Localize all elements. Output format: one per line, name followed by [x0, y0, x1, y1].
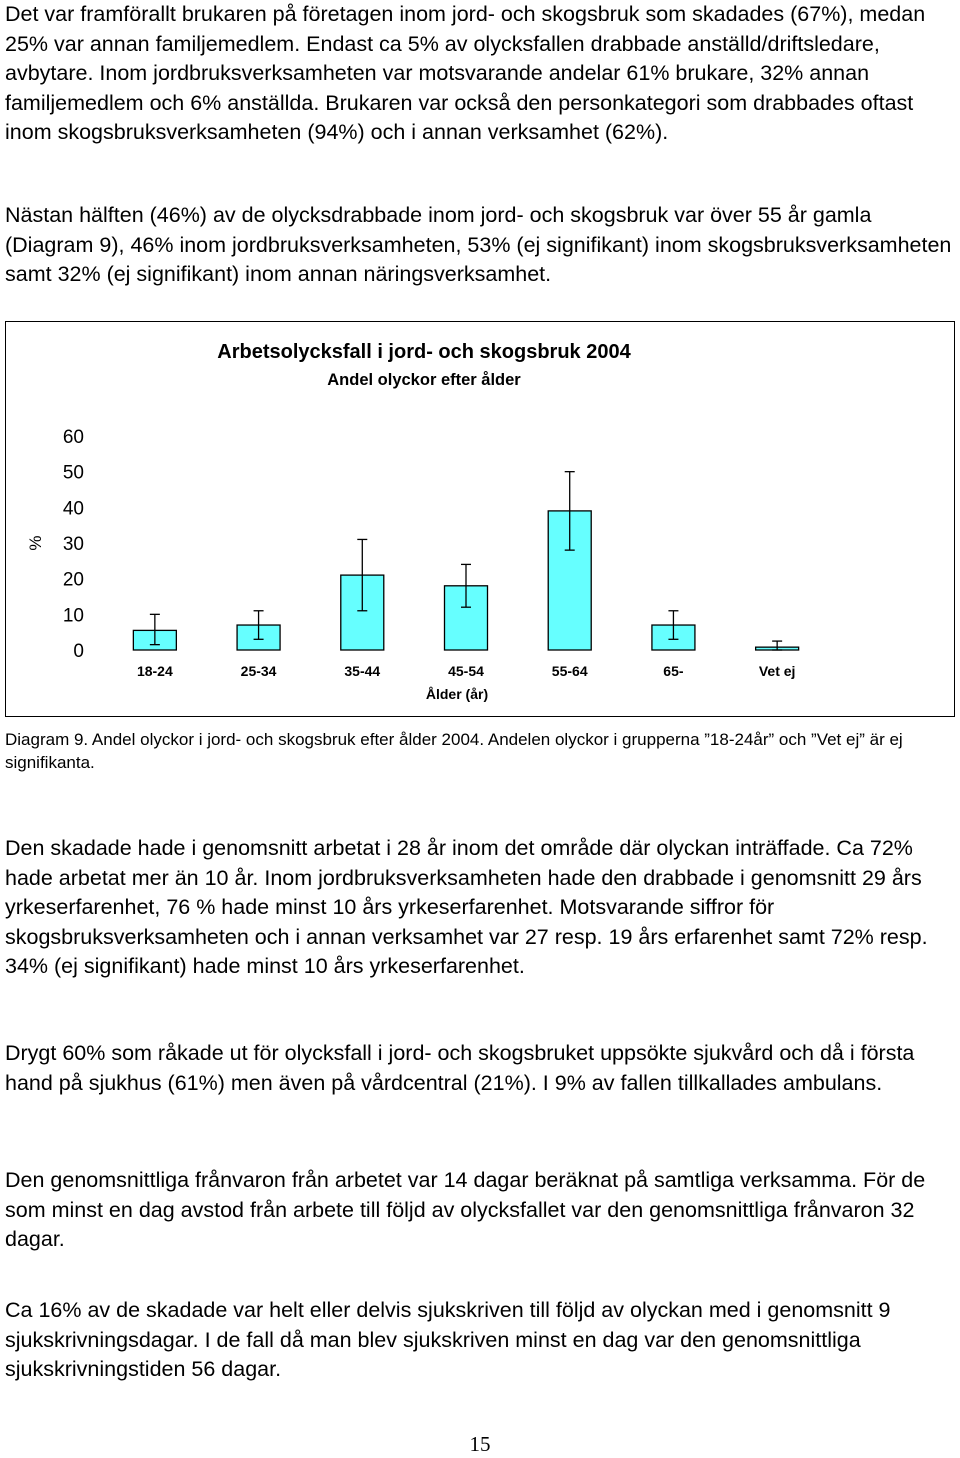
paragraph-sick-leave: Ca 16% av de skadade var helt eller delvis sjukskriven till följd av olyckan med i genomsnitt 9 sjukskrivningsdagar. I de fall då man blev sjukskriven minst en dag var den genomsnittliga sjukskrivningstiden 56 dagar.	[5, 1298, 891, 1381]
y-tick-label: 30	[62, 534, 84, 555]
paragraph-age-distribution: Nästan hälften (46%) av de olycksdrabbade inom jord- och skogsbruk var över 55 år gamla (Diagram 9), 46% inom jordbruksverksamheten, 53% (ej signifikant) inom skogsbruksverksamheten samt 32% (ej signifikant) inom annan näringsverksamhet.	[5, 203, 952, 286]
y-tick-label: 0	[73, 641, 84, 662]
y-tick-labels	[63, 427, 84, 662]
x-tick-label: 45-54	[448, 663, 484, 679]
chart-title: Arbetsolycksfall i jord- och skogsbruk 2004	[217, 341, 631, 363]
x-tick-label: Vet ej	[758, 663, 796, 679]
x-axis-label: Ålder (år)	[425, 686, 489, 702]
figure-caption: Diagram 9. Andel olyckor i jord- och skogsbruk efter ålder 2004. Andelen olyckor i grupperna ”18-24år” och ”Vet ej” är ej signifikanta.	[5, 730, 903, 772]
paragraph-victim-category: Det var framförallt brukaren på företagen inom jord- och skogsbruk som skadades (67%), medan 25% var annan familjemedlem. Endast ca 5% av olycksfallen drabbade anställd/driftsledare, avbytare. Inom jordbruksverksamheten var motsvarande andelar 61% brukare, 32% annan familjemedlem och 6% anställda. Brukaren var också den personkategori som drabbades oftast inom skogsbruksverksamheten (94%) och i annan verksamhet (62%).	[5, 2, 926, 144]
paragraph-absence: Den genomsnittliga frånvaron från arbetet var 14 dagar beräknat på samtliga verksamma. För de som minst en dag avstod från arbete till följd av olycksfallet var den genomsnittliga frånvaron 32 dagar.	[5, 1168, 926, 1251]
x-tick-labels	[137, 663, 795, 679]
bar-chart	[6, 322, 953, 715]
chart-frame	[5, 321, 955, 717]
y-tick-label: 40	[62, 498, 84, 520]
x-tick-label: 25-34	[240, 663, 277, 679]
y-tick-label: 10	[62, 605, 84, 627]
page-number: 15	[469, 1432, 491, 1456]
x-tick-label: 55-64	[551, 663, 588, 679]
x-tick-label: 18-24	[136, 663, 173, 679]
x-tick-label: 35-44	[344, 663, 381, 679]
y-axis-label: %	[26, 535, 45, 551]
paragraph-work-experience: Den skadade hade i genomsnitt arbetat i 28 år inom det område där olyckan inträffade. Ca 72% hade arbetat mer än 10 år. Inom jordbruksverksamheten hade den drabbade i genomsnitt 29 års yrkeserfarenhet, 76 % hade minst 10 års yrkeserfarenhet. Motsvarande siffror för skogsbruksverksamheten och i annan verksamhet var 27 resp. 19 års erfarenhet samt 72% resp. 34% (ej signifikant) hade minst 10 års yrkeserfarenhet.	[5, 836, 928, 978]
x-tick-label: 65-	[663, 663, 684, 679]
y-tick-label: 60	[62, 427, 84, 448]
y-tick-label: 50	[62, 462, 84, 484]
paragraph-healthcare: Drygt 60% som råkade ut för olycksfall i jord- och skogsbruket uppsökte sjukvård och då i första hand på sjukhus (61%) men även på vårdcentral (21%). I 9% av fallen tillkallades ambulans.	[5, 1041, 915, 1095]
y-tick-label: 20	[62, 569, 84, 591]
chart-subtitle: Andel olyckor efter ålder	[327, 371, 521, 389]
